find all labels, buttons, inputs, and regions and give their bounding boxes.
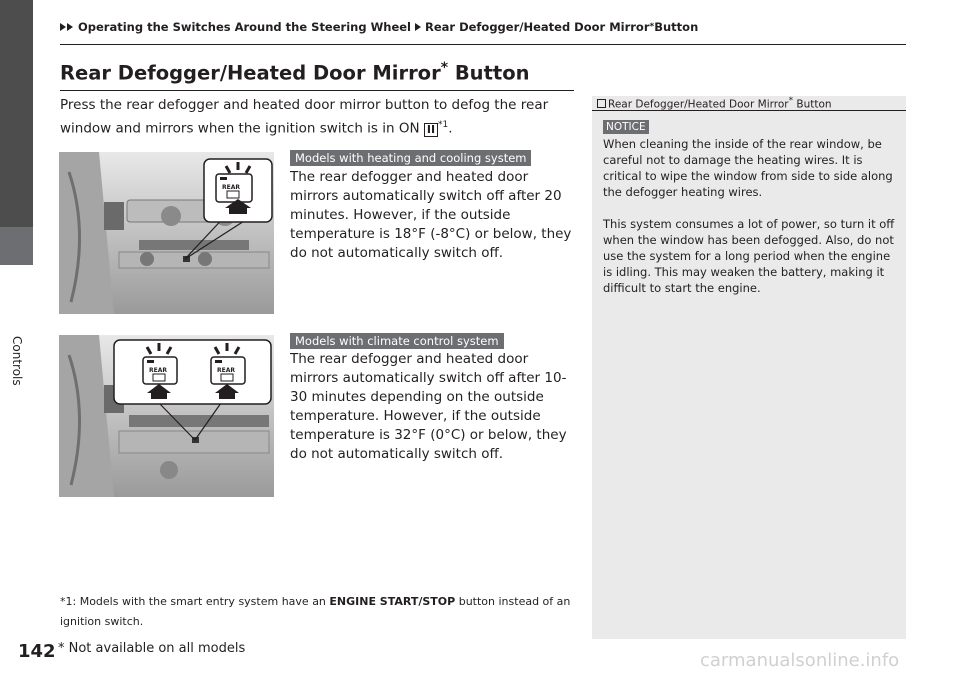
title-star: * <box>440 60 449 76</box>
breadcrumb <box>60 20 698 34</box>
breadcrumb-separator-icon <box>415 23 421 31</box>
note-heading: Rear Defogger/Heated Door Mirror* Button <box>597 96 832 111</box>
section2-text: The rear defogger and heated door mirrors automatically switch off after 10-30 minutes depending on the outside temperature. However, if the outside temperature is 32°F (0°C) or below, they do not automatically switch off. <box>290 351 567 462</box>
dashboard-photo-climate-control <box>59 335 274 497</box>
rear-button-label-3: REAR <box>217 367 235 374</box>
note-ref-icon <box>597 99 606 108</box>
note-sidebar <box>592 96 906 639</box>
side-tab-lower <box>0 265 33 678</box>
model-badge-climate-control: Models with climate control system <box>290 333 504 349</box>
intro-paragraph: Press the rear defogger and heated door mirror button to defog the rear window and mirrors when the ignition switch is in ON II $^{*1}$. <box>60 97 549 137</box>
engine-start-stop-label: ENGINE START/STOP <box>329 595 456 608</box>
header-rule <box>60 44 906 45</box>
note-rule <box>592 110 906 111</box>
side-tab-active-marker <box>0 227 33 265</box>
breadcrumb-item-switches[interactable]: Operating the Switches Around the Steering Wheel <box>78 20 411 34</box>
note-paragraph: This system consumes a lot of power, so turn it off when the window has been defogged. Also, do not use the system for a long period when the engine is idling. This may weaken the battery, making it difficult to start the engine. <box>603 217 895 295</box>
breadcrumb-item-defogger[interactable]: Rear Defogger/Heated Door Mirror <box>424 20 650 34</box>
dashboard-photo-heating-cooling <box>59 152 274 314</box>
watermark: carmanualsonline.info <box>700 650 900 671</box>
rear-button-label-2: REAR <box>149 367 167 374</box>
ignition-mode-ii: II <box>424 123 438 137</box>
side-tab-label: Controls <box>10 336 24 386</box>
notice-badge: NOTICE <box>603 120 649 134</box>
section1-text: The rear defogger and heated door mirrors automatically switch off after 20 minutes. However, if the outside temperature is 18°F (-8°C) or below, they do not automatically switch off. <box>290 169 572 261</box>
breadcrumb-star: * <box>649 22 655 32</box>
breadcrumb-arrow-icon <box>60 23 74 31</box>
footnote: *1: Models with the smart entry system have an ENGINE START/STOP button instead of an ignition switch. <box>60 595 571 628</box>
page-number: 142 <box>18 641 56 662</box>
not-available-note: * Not available on all models <box>58 641 246 656</box>
notice-text: When cleaning the inside of the rear window, be careful not to damage the heating wires. It is critical to wipe the window from side to side along the defogger heating wires. <box>603 137 893 199</box>
side-tab <box>0 0 33 678</box>
breadcrumb-item-defogger-suffix: Button <box>654 20 699 34</box>
side-tab-upper <box>0 0 33 227</box>
page-title: Rear Defogger/Heated Door Mirror* Button <box>60 60 530 85</box>
title-rule <box>60 90 574 91</box>
model-badge-heating-cooling: Models with heating and cooling system <box>290 150 531 166</box>
rear-button-label-1: REAR <box>222 184 240 191</box>
footnote-ref: *1 <box>438 120 449 130</box>
